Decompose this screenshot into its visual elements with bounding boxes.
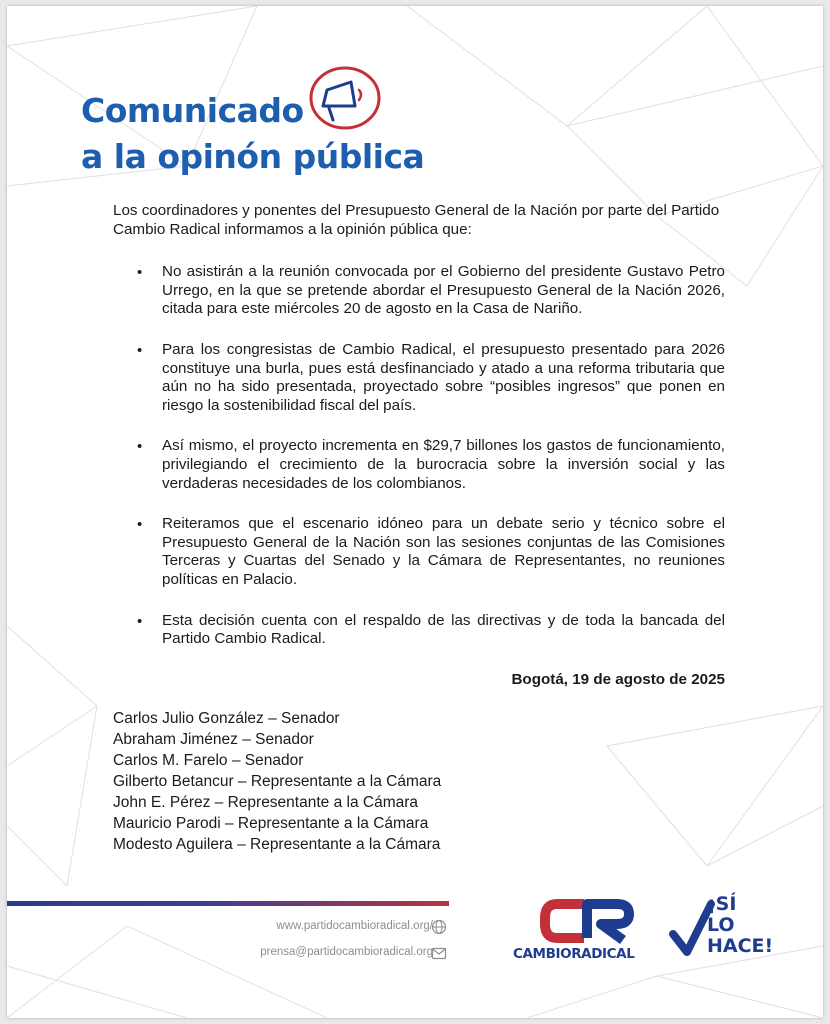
statement-body: [113, 202, 725, 689]
bullet: •: [137, 264, 143, 282]
logo-word-radical: RADICAL: [571, 946, 635, 962]
point-text: Para los congresistas de Cambio Radical, el presupuesto presentado para 2026 constituye una burla, pues está desfinanciado y atado a una reforma tributaria que aún no ha sido presentada, proyectado sobre “posibles ingresos” que ponen en riesgo la sostenibilidad fiscal del país.: [162, 340, 725, 414]
signers-list: [113, 708, 441, 855]
logo-word-cambio: CAMBIO: [513, 946, 572, 962]
slogan: [707, 894, 773, 957]
signer: Abraham Jiménez – Senador: [113, 731, 314, 748]
signer: Carlos Julio González – Senador: [113, 710, 340, 727]
bullet: •: [137, 438, 143, 456]
slogan-line-2: LO: [707, 914, 735, 936]
signer: Modesto Aguilera – Representante a la Cámara: [113, 836, 441, 853]
point-text: Así mismo, el proyecto incrementa en $29,7 billones los gastos de funcionamiento, privilegiando el crecimiento de la burocracia sobre la inversión social y las verdaderas necesidades de los colombianos.: [162, 437, 725, 492]
bullet: •: [137, 341, 143, 359]
statement-points: [113, 263, 725, 649]
slogan-line-3: HACE!: [707, 935, 774, 957]
point-text: Esta decisión cuenta con el respaldo de las directivas y de toda la bancada del Partido Cambio Radical.: [162, 611, 725, 648]
globe-icon: [431, 919, 447, 935]
megaphone-icon: [303, 62, 383, 134]
logo-wordmark: [513, 946, 663, 962]
point-text: No asistirán a la reunión convocada por el Gobierno del presidente Gustavo Petro Urrego, en la que se pretende abordar el Presupuesto General de la Nación 2026, citada para este miércoles 20 de agosto en la Casa de Nariño.: [162, 263, 725, 318]
list-item: [113, 515, 725, 589]
email-link[interactable]: prensa@partidocambioradical.org: [260, 946, 433, 958]
intro-paragraph: Los coordinadores y ponentes del Presupuesto General de la Nación por parte del Partido Cambio Radical informamos a la opinión pública que:: [113, 202, 720, 238]
document-page: [7, 6, 823, 1018]
list-item: [113, 612, 725, 649]
slogan-line-1: ¡SÍ: [707, 893, 737, 915]
date-line: Bogotá, 19 de agosto de 2025: [511, 670, 725, 688]
point-text: Reiteramos que el escenario idóneo para un debate serio y técnico sobre el Presupuesto General de la Nación son las sesiones conjuntas de las Comisiones Terceras y Cuartas del Senado y la Cámara de Representantes, no reuniones políticas en Palacio.: [162, 515, 725, 588]
signer: Mauricio Parodi – Representante a la Cámara: [113, 815, 429, 832]
website-link[interactable]: www.partidocambioradical.org/: [276, 920, 433, 932]
list-item: [113, 341, 725, 415]
bullet: •: [137, 612, 143, 630]
signer: Carlos M. Farelo – Senador: [113, 752, 304, 769]
title-line-2: a la opinón pública: [81, 137, 425, 176]
list-item: [113, 263, 725, 319]
footer-gradient-line: [7, 901, 449, 906]
list-item: [113, 437, 725, 493]
title-line-1: Comunicado: [81, 91, 304, 130]
bullet: •: [137, 516, 143, 534]
mail-icon: [431, 945, 447, 961]
signer: John E. Pérez – Representante a la Cámara: [113, 794, 419, 811]
signer: Gilberto Betancur – Representante a la Cámara: [113, 773, 442, 790]
